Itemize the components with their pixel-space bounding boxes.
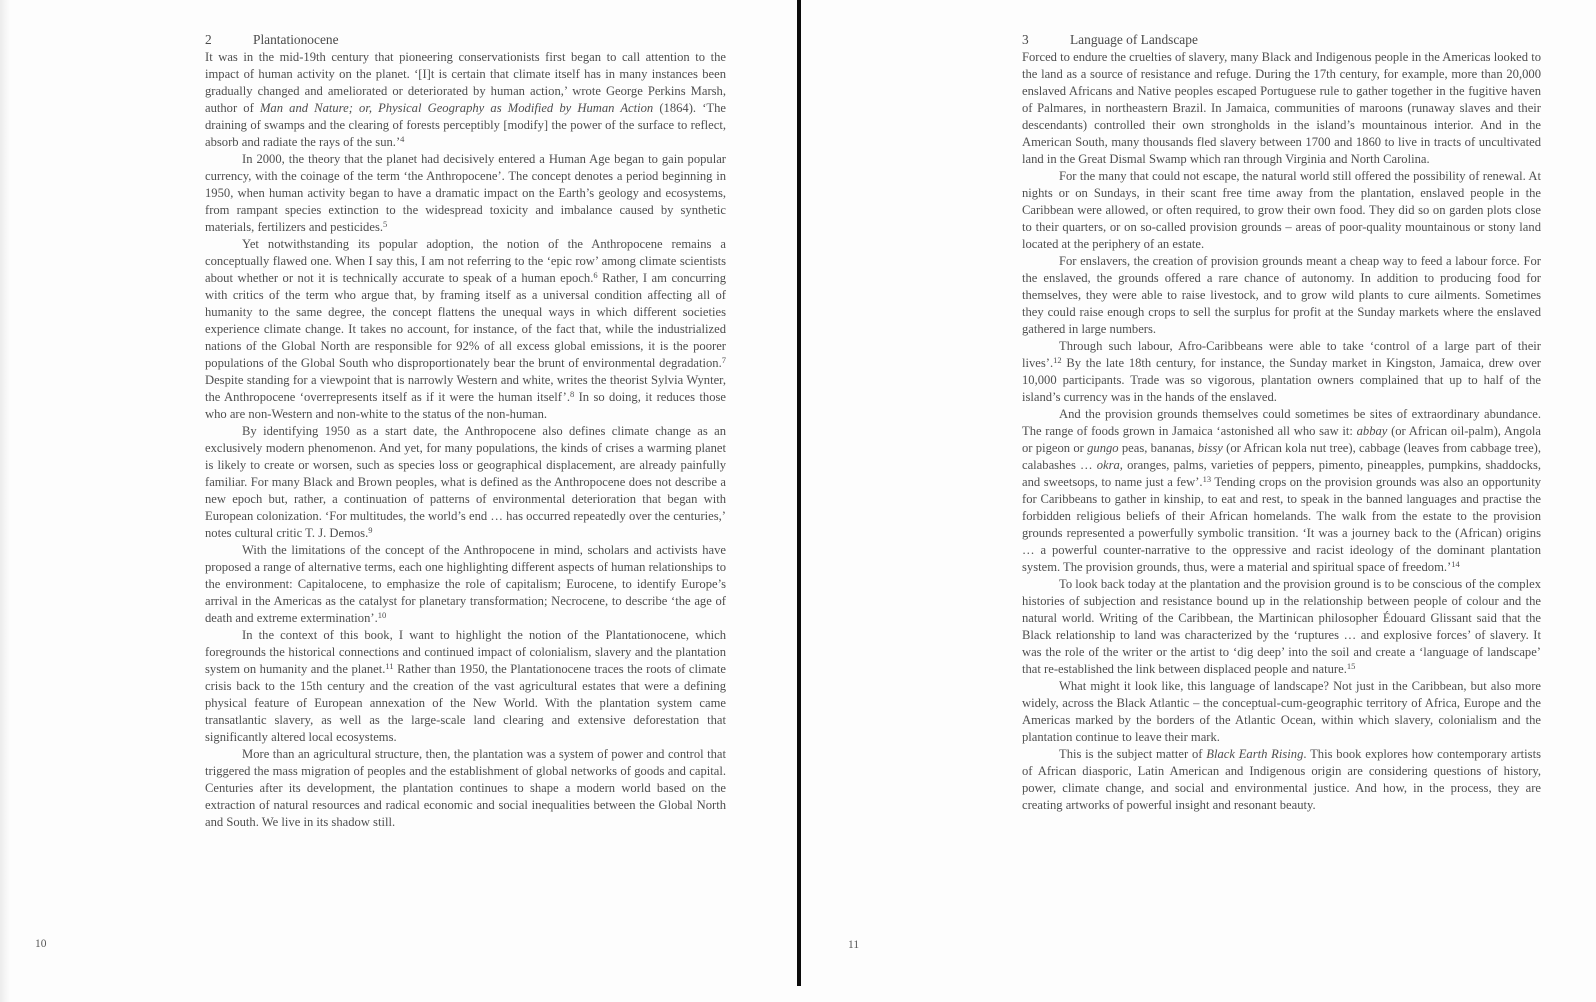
- body-text: To look back today at the plantation and the provision ground is to be conscious of the complex histories of subjection and resistance bound up in the relationship between people of colour and the natural world. Writing of the Caribbean, the Martinican philosopher Édouard Glissant said that the Black relationship to land was characterized by the ‘ruptures … and explosive forces’ of slavery. It was the role of the writer or the artist to ‘dig deep’ into the soil and create a ‘language of landscape’ that re-established the link between displaced people and nature.: [1022, 577, 1541, 676]
- body-text: (1864). ‘The draining of swamps and the clearing of forests perceptibly [modify] the power of the surface to reflect, absorb and radiate the rays of the sun.’: [205, 101, 726, 149]
- body-text: . This book explores how contemporary artists of African diasporic, Latin American and Indigenous origin are considering questions of history, power, climate change, and social and environmental justice. And how, in the process, they are creating artworks of powerful insight and resonant beauty.: [1022, 747, 1541, 812]
- paragraph: [205, 746, 726, 831]
- body-text: (or African oil-palm), Angola or pigeon or: [1022, 424, 1541, 455]
- body-text: By the late 18th century, for instance, the Sunday market in Kingston, Jamaica, drew over 10,000 participants. Trade was so vigorous, plantation owners complained that up to half of the island’s currency was in the hands of the enslaved.: [1022, 356, 1541, 404]
- body-text: For the many that could not escape, the natural world still offered the possibility of renewal. At nights or on Sundays, in their scant free time away from the plantation, enslaved people in the Caribbean were allowed, or often required, to grow their own food. They did so on garden plots close to their quarters, or on so-called provision grounds – areas of poor-quality mountainous or stony land located at the periphery of an estate.: [1022, 169, 1541, 251]
- section-heading-left: [205, 31, 726, 48]
- footnote-ref: 5: [383, 219, 388, 229]
- paragraph: [1022, 338, 1541, 406]
- footnote-ref: 15: [1346, 661, 1356, 671]
- paragraph: [1022, 253, 1541, 338]
- page-right: [1022, 31, 1541, 814]
- section-title: Language of Landscape: [1070, 32, 1198, 47]
- footnote-ref: 4: [400, 134, 405, 144]
- footnote-ref: 8: [570, 389, 575, 399]
- body-text-right: [1022, 49, 1541, 814]
- paragraph: [1022, 576, 1541, 678]
- body-text: In 2000, the theory that the planet had decisively entered a Human Age began to gain popular currency, with the coinage of the term ‘the Anthropocene’. The concept denotes a period beginning in 1950, when human activity began to have a dramatic impact on the Earth’s geology and ecosystems, from rampant species extinction to the widespread toxicity and imbalance caused by synthetic materials, fertilizers and pesticides.: [205, 152, 726, 234]
- footnote-ref: 10: [377, 610, 387, 620]
- section-heading-right: [1022, 31, 1541, 48]
- paragraph: [205, 49, 726, 151]
- italic-text: Black Earth Rising: [1206, 747, 1304, 761]
- body-text: Rather than 1950, the Plantationocene traces the roots of climate crisis back to the 15th century and the creation of the vast agricultural estates that were a defining physical feature of European annexation of the New World. With the plantation system came transatlantic slavery, as well as the large-scale land clearing and extensive deforestation that significantly altered local ecosystems.: [205, 662, 726, 744]
- body-text: Yet notwithstanding its popular adoption, the notion of the Anthropocene remains a conceptually flawed one. When I say this, I am not referring to the ‘epic row’ among climate scientists about whether or not it is technically accurate to speak of a human epoch.: [205, 237, 726, 285]
- paragraph: [1022, 168, 1541, 253]
- footnote-ref: 6: [593, 270, 598, 280]
- paragraph: [205, 151, 726, 236]
- italic-text: okra: [1096, 458, 1120, 472]
- body-text: In the context of this book, I want to highlight the notion of the Plantationocene, which foregrounds the historical connections and continued impact of colonialism, slavery and the plantation system on humanity and the planet.: [205, 628, 726, 676]
- paragraph: [205, 627, 726, 746]
- footnote-ref: 7: [721, 355, 726, 365]
- body-text: What might it look like, this language of landscape? Not just in the Caribbean, but also more widely, across the Black Atlantic – the conceptual-cum-geographic territory of Africa, Europe and the Americas marked by the borders of the Atlantic Ocean, within which slavery, colonialism and the plantation continue to leave their mark.: [1022, 679, 1541, 744]
- section-number: 2: [205, 32, 212, 47]
- paragraph: [1022, 678, 1541, 746]
- body-text: Forced to endure the cruelties of slavery, many Black and Indigenous people in the Americas looked to the land as a source of resistance and refuge. During the 17th century, for example, more than 20,000 enslaved Africans and Native peoples escaped Portuguese rule to gather together in the fugitive haven of Palmares, in northeastern Brazil. In Jamaica, communities of maroons (runaway slaves and their descendants) controlled their own strongholds in the island’s mountainous interior. And in the American South, many thousands fled slavery between 1700 and 1860 to live in tracts of uncultivated land in the Great Dismal Swamp which ran through Virginia and North Carolina.: [1022, 50, 1541, 166]
- body-text: peas, bananas,: [1118, 441, 1198, 455]
- body-text: And the provision grounds themselves could sometimes be sites of extraordinary abundance. The range of foods grown in Jamaica ‘astonished all who saw it:: [1022, 407, 1541, 438]
- body-text: Through such labour, Afro-Caribbeans were able to take ‘control of a large part of their lives’.: [1022, 339, 1541, 370]
- spine-divider: [797, 0, 801, 986]
- body-text-left: [205, 49, 726, 831]
- page-edge-shading: [0, 0, 10, 1002]
- body-text: (or African kola nut tree), cabbage (leaves from cabbage tree), calabashes …: [1022, 441, 1541, 472]
- body-text: It was in the mid-19th century that pioneering conservationists first began to call attention to the impact of human activity on the planet. ‘[I]t is certain that climate itself has in many instances been gradually changed and ameliorated or deteriorated by human action,’ wrote George Perkins Marsh, author of: [205, 50, 726, 115]
- footnote-ref: 12: [1053, 355, 1062, 365]
- body-text: By identifying 1950 as a start date, the Anthropocene also defines climate change as an exclusively modern phenomenon. And yet, for many populations, the kinds of crises a warming planet is likely to create or worsen, such as species loss or geographical displacement, are already painfully familiar. For many Black and Brown peoples, what is defined as the Anthropocene does not describe a new epoch but, rather, a continuation of patterns of environmental deterioration that began with European colonization. ‘For multitudes, the world’s end … has occurred repeatedly over the centuries,’ notes cultural critic T. J. Demos.: [205, 424, 726, 540]
- footnote-ref: 9: [368, 525, 373, 535]
- italic-text: bissy: [1197, 441, 1223, 455]
- body-text: With the limitations of the concept of the Anthropocene in mind, scholars and activists have proposed a range of alternative terms, each one highlighting different aspects of human relationships to the environment: Capitalocene, to emphasize the role of capitalism; Eurocene, to identify Europe’s arrival in the Americas as the catalyst for planetary transformation; Necrocene, to describe ‘the age of death and extreme extermination’.: [205, 543, 726, 625]
- body-text: In so doing, it reduces those who are non-Western and non-white to the status of the non-human.: [205, 390, 726, 421]
- page-number-left: 10: [35, 938, 47, 950]
- italic-text: gungo: [1087, 441, 1119, 455]
- page-left: [205, 31, 726, 831]
- body-text: Despite standing for a viewpoint that is narrowly Western and white, writes the theorist Sylvia Wynter, the Anthropocene ‘overrepresents itself as if it were the human itself’.: [205, 373, 726, 404]
- page-number-right: 11: [848, 939, 860, 951]
- footnote-ref: 11: [385, 661, 394, 671]
- body-text: More than an agricultural structure, then, the plantation was a system of power and control that triggered the mass migration of peoples and the establishment of global networks of goods and capital. Centuries after its development, the plantation continues to shape a modern world based on the extraction of natural resources and radical economic and social inequalities between the Global North and South. We live in its shadow still.: [205, 747, 726, 829]
- italic-text: Man and Nature; or, Physical Geography as Modified by Human Action: [259, 101, 654, 115]
- section-title: Plantationocene: [253, 32, 339, 47]
- paragraph: [1022, 49, 1541, 168]
- body-text: For enslavers, the creation of provision grounds meant a cheap way to feed a labour force. For the enslaved, the grounds offered a rare chance of autonomy. In addition to producing food for themselves, they were able to raise livestock, and to grow wild plants to cure ailments. Sometimes they could raise enough crops to sell the surplus for profit at the Sunday markets where the enslaved gathered in large numbers.: [1022, 254, 1541, 336]
- paragraph: [205, 236, 726, 423]
- footnote-ref: 14: [1451, 559, 1460, 569]
- body-text: Tending crops on the provision grounds was also an opportunity for Caribbeans to gather in kinship, to eat and rest, to speak in the banned languages and practise the forbidden religious beliefs of their African homelands. The walk from the estate to the provision grounds represented a powerfully symbolic transition. ‘It was a journey back to the (African) origins … a powerful counter-narrative to the oppressive and racist ideology of the dominant plantation system. The provision grounds, thus, were a material and spiritual space of freedom.’: [1022, 475, 1541, 574]
- footnote-ref: 13: [1202, 474, 1212, 484]
- body-text: This is the subject matter of: [1059, 747, 1207, 761]
- paragraph: [1022, 406, 1541, 576]
- paragraph: [1022, 746, 1541, 814]
- paragraph: [205, 423, 726, 542]
- section-number: 3: [1022, 32, 1029, 47]
- paragraph: [205, 542, 726, 627]
- body-text: , oranges, palms, varieties of peppers, pimento, pineapples, pumpkins, shaddocks, and sweetsops, to name just a few’.: [1022, 458, 1542, 489]
- italic-text: abbay: [1356, 424, 1388, 438]
- body-text: Rather, I am concurring with critics of the term who argue that, by framing itself as a universal condition affecting all of humanity to the same degree, the concept flattens the unequal ways in which different societies experience climate change. It takes no account, for instance, of the fact that, while the industrialized nations of the Global North are responsible for 92% of all excess global emissions, it is the poorer populations of the Global South who disproportionately bear the brunt of environmental degradation.: [205, 271, 727, 370]
